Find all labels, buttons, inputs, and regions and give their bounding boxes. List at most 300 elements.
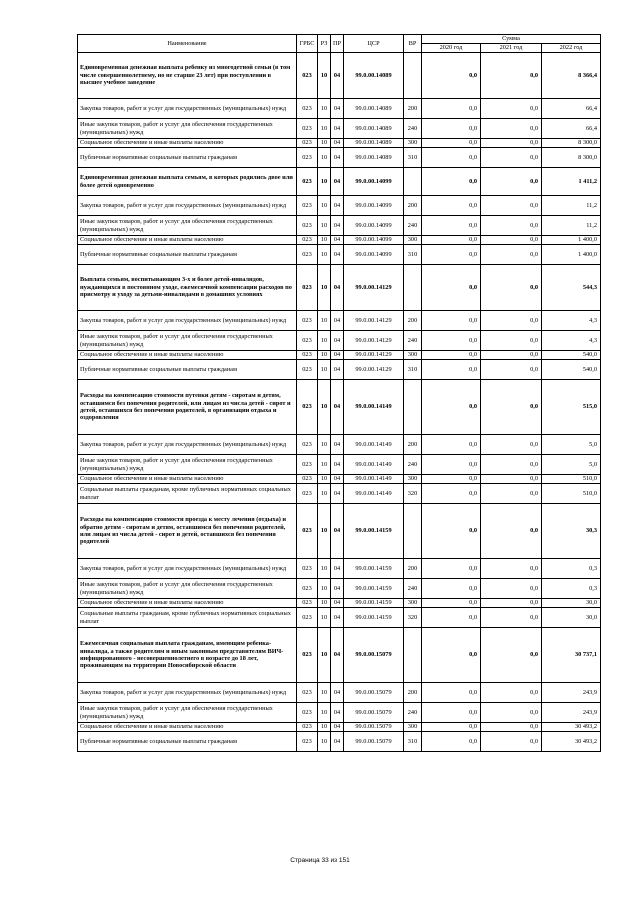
cell-y2022: 30 493,2 xyxy=(542,732,601,752)
cell-name: Закупка товаров, работ и услуг для государственных (муниципальных) нужд xyxy=(78,435,297,455)
cell-csr: 99.0.00.15079 xyxy=(344,723,404,732)
cell-name: Закупка товаров, работ и услуг для государственных (муниципальных) нужд xyxy=(78,311,297,331)
cell-csr: 99.0.00.14129 xyxy=(344,360,404,380)
table-row xyxy=(78,311,601,331)
cell-vr: 240 xyxy=(404,119,422,139)
cell-rz: 10 xyxy=(318,380,331,435)
cell-rz: 10 xyxy=(318,732,331,752)
cell-pr: 04 xyxy=(331,435,344,455)
cell-y2022: 544,3 xyxy=(542,265,601,311)
cell-name: Социальные выплаты гражданам, кроме публичных нормативных социальных выплат xyxy=(78,484,297,504)
table-row xyxy=(78,683,601,703)
header-pr: ПР xyxy=(331,35,344,53)
cell-y2021: 0,0 xyxy=(481,99,542,119)
cell-rz: 10 xyxy=(318,265,331,311)
cell-y2022: 30,3 xyxy=(542,504,601,559)
table-row xyxy=(78,196,601,216)
cell-pr: 04 xyxy=(331,351,344,360)
cell-grbs: 023 xyxy=(297,608,318,628)
cell-y2022: 30,0 xyxy=(542,599,601,608)
cell-rz: 10 xyxy=(318,723,331,732)
cell-y2021: 0,0 xyxy=(481,628,542,683)
cell-y2020: 0,0 xyxy=(422,475,481,484)
cell-y2021: 0,0 xyxy=(481,265,542,311)
cell-vr: 200 xyxy=(404,435,422,455)
cell-y2020: 0,0 xyxy=(422,599,481,608)
cell-pr: 04 xyxy=(331,475,344,484)
cell-y2022: 8 366,4 xyxy=(542,53,601,99)
table-row-section xyxy=(78,168,601,196)
cell-name: Публичные нормативные социальные выплаты гражданам xyxy=(78,360,297,380)
cell-y2022: 540,0 xyxy=(542,351,601,360)
cell-pr: 04 xyxy=(331,504,344,559)
cell-csr: 99.0.00.14149 xyxy=(344,484,404,504)
cell-pr: 04 xyxy=(331,484,344,504)
cell-csr: 99.0.00.14149 xyxy=(344,475,404,484)
cell-csr: 99.0.00.14089 xyxy=(344,139,404,148)
cell-grbs: 023 xyxy=(297,265,318,311)
cell-y2020: 0,0 xyxy=(422,579,481,599)
cell-rz: 10 xyxy=(318,683,331,703)
cell-rz: 10 xyxy=(318,455,331,475)
cell-csr: 99.0.00.15079 xyxy=(344,628,404,683)
cell-rz: 10 xyxy=(318,119,331,139)
cell-y2020: 0,0 xyxy=(422,435,481,455)
cell-rz: 10 xyxy=(318,311,331,331)
cell-y2022: 8 300,0 xyxy=(542,148,601,168)
cell-y2022: 0,3 xyxy=(542,559,601,579)
cell-csr: 99.0.00.14159 xyxy=(344,579,404,599)
cell-name: Расходы на компенсацию стоимости проезда к месту лечения (отдыха) и обратно детям - сиротам и детям, оставшимся без попечения родителей, или лицам из числа детей - сирот и детей, оставшихся без попечения родителей xyxy=(78,504,297,559)
cell-vr: 310 xyxy=(404,245,422,265)
table-row xyxy=(78,608,601,628)
cell-vr: 200 xyxy=(404,683,422,703)
cell-name: Социальное обеспечение и иные выплаты населению xyxy=(78,723,297,732)
cell-pr: 04 xyxy=(331,216,344,236)
cell-y2021: 0,0 xyxy=(481,504,542,559)
table-row xyxy=(78,703,601,723)
table-row xyxy=(78,119,601,139)
cell-grbs: 023 xyxy=(297,148,318,168)
cell-y2020: 0,0 xyxy=(422,683,481,703)
cell-y2021: 0,0 xyxy=(481,351,542,360)
cell-csr: 99.0.00.14089 xyxy=(344,148,404,168)
cell-vr xyxy=(404,504,422,559)
cell-y2021: 0,0 xyxy=(481,703,542,723)
cell-y2020: 0,0 xyxy=(422,53,481,99)
cell-y2022: 510,0 xyxy=(542,475,601,484)
cell-pr: 04 xyxy=(331,559,344,579)
cell-name: Социальное обеспечение и иные выплаты населению xyxy=(78,475,297,484)
table-row xyxy=(78,484,601,504)
table-row xyxy=(78,99,601,119)
cell-grbs: 023 xyxy=(297,119,318,139)
cell-rz: 10 xyxy=(318,628,331,683)
cell-y2020: 0,0 xyxy=(422,608,481,628)
cell-rz: 10 xyxy=(318,196,331,216)
cell-rz: 10 xyxy=(318,148,331,168)
cell-vr: 200 xyxy=(404,559,422,579)
cell-vr: 300 xyxy=(404,236,422,245)
cell-vr: 300 xyxy=(404,351,422,360)
cell-vr: 200 xyxy=(404,311,422,331)
cell-y2022: 66,4 xyxy=(542,119,601,139)
cell-y2020: 0,0 xyxy=(422,245,481,265)
header-sum: Сумма xyxy=(422,35,601,44)
cell-y2020: 0,0 xyxy=(422,148,481,168)
cell-pr: 04 xyxy=(331,360,344,380)
cell-vr: 300 xyxy=(404,139,422,148)
cell-y2021: 0,0 xyxy=(481,196,542,216)
cell-rz: 10 xyxy=(318,579,331,599)
cell-y2020: 0,0 xyxy=(422,119,481,139)
cell-pr: 04 xyxy=(331,236,344,245)
table-row xyxy=(78,351,601,360)
cell-csr: 99.0.00.14099 xyxy=(344,196,404,216)
cell-y2020: 0,0 xyxy=(422,723,481,732)
table-row xyxy=(78,435,601,455)
table-row xyxy=(78,148,601,168)
cell-vr: 200 xyxy=(404,196,422,216)
cell-y2020: 0,0 xyxy=(422,455,481,475)
cell-y2021: 0,0 xyxy=(481,475,542,484)
cell-grbs: 023 xyxy=(297,168,318,196)
cell-csr: 99.0.00.14089 xyxy=(344,99,404,119)
cell-pr: 04 xyxy=(331,608,344,628)
cell-name: Ежемесячная социальная выплата гражданам, имеющим ребенка-инвалида, а также родителям и иным законным представителям ВИЧ-инфицированного - несовершеннолетнего в возрасте до 18 лет, проживающим на территории Новосибирской области  xyxy=(78,628,297,683)
cell-y2022: 11,2 xyxy=(542,216,601,236)
cell-grbs: 023 xyxy=(297,53,318,99)
cell-y2020: 0,0 xyxy=(422,628,481,683)
cell-pr: 04 xyxy=(331,265,344,311)
cell-grbs: 023 xyxy=(297,351,318,360)
cell-grbs: 023 xyxy=(297,99,318,119)
cell-y2021: 0,0 xyxy=(481,484,542,504)
cell-y2021: 0,0 xyxy=(481,455,542,475)
cell-vr xyxy=(404,628,422,683)
cell-grbs: 023 xyxy=(297,559,318,579)
cell-y2020: 0,0 xyxy=(422,311,481,331)
cell-name: Закупка товаров, работ и услуг для государственных (муниципальных) нужд xyxy=(78,559,297,579)
cell-vr: 240 xyxy=(404,703,422,723)
cell-name: Социальное обеспечение и иные выплаты населению xyxy=(78,236,297,245)
cell-y2021: 0,0 xyxy=(481,148,542,168)
cell-rz: 10 xyxy=(318,99,331,119)
cell-y2022: 4,3 xyxy=(542,311,601,331)
cell-name: Закупка товаров, работ и услуг для государственных (муниципальных) нужд xyxy=(78,99,297,119)
cell-csr: 99.0.00.14149 xyxy=(344,435,404,455)
cell-vr: 310 xyxy=(404,360,422,380)
cell-y2022: 5,0 xyxy=(542,435,601,455)
cell-pr: 04 xyxy=(331,99,344,119)
cell-y2022: 30,0 xyxy=(542,608,601,628)
cell-y2020: 0,0 xyxy=(422,380,481,435)
cell-vr: 300 xyxy=(404,475,422,484)
cell-y2022: 30 493,2 xyxy=(542,723,601,732)
cell-y2020: 0,0 xyxy=(422,360,481,380)
cell-y2021: 0,0 xyxy=(481,435,542,455)
cell-pr: 04 xyxy=(331,579,344,599)
cell-vr: 240 xyxy=(404,331,422,351)
cell-grbs: 023 xyxy=(297,196,318,216)
cell-grbs: 023 xyxy=(297,331,318,351)
cell-grbs: 023 xyxy=(297,504,318,559)
table-body xyxy=(78,53,601,752)
cell-y2022: 1 411,2 xyxy=(542,168,601,196)
cell-y2021: 0,0 xyxy=(481,236,542,245)
cell-y2022: 510,0 xyxy=(542,484,601,504)
cell-csr: 99.0.00.14129 xyxy=(344,311,404,331)
cell-pr: 04 xyxy=(331,683,344,703)
cell-pr: 04 xyxy=(331,311,344,331)
cell-vr: 310 xyxy=(404,732,422,752)
table-row xyxy=(78,579,601,599)
cell-y2022: 4,3 xyxy=(542,331,601,351)
cell-y2020: 0,0 xyxy=(422,265,481,311)
header-2021: 2021 год xyxy=(481,44,542,53)
table-row xyxy=(78,455,601,475)
cell-grbs: 023 xyxy=(297,723,318,732)
cell-csr: 99.0.00.14089 xyxy=(344,119,404,139)
cell-name: Публичные нормативные социальные выплаты гражданам xyxy=(78,148,297,168)
cell-rz: 10 xyxy=(318,504,331,559)
cell-grbs: 023 xyxy=(297,216,318,236)
cell-name: Выплата семьям, воспитывающим 3-х и более детей-инвалидов, нуждающихся в постоянном уходе, ежемесячной компенсации расходов по присмотру и уходу за детьми-инвалидами в домашних условиях xyxy=(78,265,297,311)
cell-pr: 04 xyxy=(331,380,344,435)
table-row xyxy=(78,331,601,351)
cell-grbs: 023 xyxy=(297,455,318,475)
cell-name: Иные закупки товаров, работ и услуг для обеспечения государственных (муниципальных) нужд xyxy=(78,703,297,723)
table-row-section xyxy=(78,265,601,311)
table-row xyxy=(78,723,601,732)
cell-pr: 04 xyxy=(331,331,344,351)
cell-name: Расходы на компенсацию стоимости путевки детям - сиротам и детям, оставшимся без попечения родителей, или лицам из числа детей - сирот и детей, оставшихся без попечения родителей, в организации отдыха и оздоровления xyxy=(78,380,297,435)
cell-rz: 10 xyxy=(318,484,331,504)
cell-vr: 240 xyxy=(404,455,422,475)
cell-csr: 99.0.00.14149 xyxy=(344,455,404,475)
cell-y2021: 0,0 xyxy=(481,245,542,265)
cell-vr: 320 xyxy=(404,608,422,628)
cell-grbs: 023 xyxy=(297,236,318,245)
cell-csr: 99.0.00.14159 xyxy=(344,599,404,608)
cell-grbs: 023 xyxy=(297,139,318,148)
cell-rz: 10 xyxy=(318,559,331,579)
cell-y2021: 0,0 xyxy=(481,360,542,380)
cell-y2021: 0,0 xyxy=(481,311,542,331)
cell-vr: 300 xyxy=(404,599,422,608)
cell-y2020: 0,0 xyxy=(422,236,481,245)
cell-grbs: 023 xyxy=(297,732,318,752)
cell-rz: 10 xyxy=(318,245,331,265)
cell-name: Единовременная денежная выплата ребенку из многодетной семьи (в том числе совершеннолетнему, но не старше 23 лет) при поступлении в высшее учебное заведение xyxy=(78,53,297,99)
cell-csr: 99.0.00.14159 xyxy=(344,608,404,628)
cell-y2020: 0,0 xyxy=(422,703,481,723)
cell-rz: 10 xyxy=(318,331,331,351)
cell-y2022: 243,9 xyxy=(542,683,601,703)
table-row xyxy=(78,245,601,265)
cell-y2020: 0,0 xyxy=(422,351,481,360)
cell-name: Социальные выплаты гражданам, кроме публичных нормативных социальных выплат xyxy=(78,608,297,628)
cell-rz: 10 xyxy=(318,703,331,723)
cell-name: Иные закупки товаров, работ и услуг для обеспечения государственных (муниципальных) нужд xyxy=(78,455,297,475)
cell-pr: 04 xyxy=(331,599,344,608)
cell-y2020: 0,0 xyxy=(422,99,481,119)
cell-pr: 04 xyxy=(331,119,344,139)
cell-y2021: 0,0 xyxy=(481,559,542,579)
table-row xyxy=(78,216,601,236)
header-rz: РЗ xyxy=(318,35,331,53)
cell-name: Публичные нормативные социальные выплаты гражданам xyxy=(78,732,297,752)
cell-grbs: 023 xyxy=(297,599,318,608)
cell-y2020: 0,0 xyxy=(422,484,481,504)
cell-rz: 10 xyxy=(318,435,331,455)
cell-csr: 99.0.00.14159 xyxy=(344,559,404,579)
table-row xyxy=(78,475,601,484)
cell-rz: 10 xyxy=(318,608,331,628)
cell-csr: 99.0.00.15079 xyxy=(344,732,404,752)
cell-vr: 320 xyxy=(404,484,422,504)
table-row xyxy=(78,236,601,245)
cell-grbs: 023 xyxy=(297,475,318,484)
cell-pr: 04 xyxy=(331,196,344,216)
cell-pr: 04 xyxy=(331,732,344,752)
cell-pr: 04 xyxy=(331,168,344,196)
header-csr: ЦСР xyxy=(344,35,404,53)
table-row xyxy=(78,732,601,752)
cell-pr: 04 xyxy=(331,455,344,475)
table-row xyxy=(78,139,601,148)
cell-vr: 300 xyxy=(404,723,422,732)
cell-name: Публичные нормативные социальные выплаты гражданам xyxy=(78,245,297,265)
cell-y2021: 0,0 xyxy=(481,683,542,703)
header-grbs: ГРБС xyxy=(297,35,318,53)
cell-csr: 99.0.00.14099 xyxy=(344,168,404,196)
cell-y2022: 11,2 xyxy=(542,196,601,216)
cell-pr: 04 xyxy=(331,245,344,265)
cell-y2022: 1 400,0 xyxy=(542,236,601,245)
cell-name: Иные закупки товаров, работ и услуг для обеспечения государственных (муниципальных) нужд xyxy=(78,331,297,351)
cell-y2020: 0,0 xyxy=(422,216,481,236)
cell-csr: 99.0.00.14089 xyxy=(344,53,404,99)
cell-pr: 04 xyxy=(331,53,344,99)
cell-y2022: 540,0 xyxy=(542,360,601,380)
cell-csr: 99.0.00.15079 xyxy=(344,683,404,703)
cell-name: Закупка товаров, работ и услуг для государственных (муниципальных) нужд xyxy=(78,196,297,216)
cell-y2021: 0,0 xyxy=(481,599,542,608)
cell-csr: 99.0.00.14099 xyxy=(344,216,404,236)
cell-pr: 04 xyxy=(331,723,344,732)
cell-vr: 310 xyxy=(404,148,422,168)
cell-y2021: 0,0 xyxy=(481,732,542,752)
cell-vr: 240 xyxy=(404,216,422,236)
cell-y2022: 243,9 xyxy=(542,703,601,723)
cell-name: Единовременная денежная выплата семьям, в которых родились двое или более детей одновременно xyxy=(78,168,297,196)
cell-y2021: 0,0 xyxy=(481,139,542,148)
cell-y2022: 66,4 xyxy=(542,99,601,119)
cell-y2021: 0,0 xyxy=(481,579,542,599)
cell-csr: 99.0.00.14159 xyxy=(344,504,404,559)
cell-vr xyxy=(404,53,422,99)
cell-pr: 04 xyxy=(331,148,344,168)
cell-y2020: 0,0 xyxy=(422,504,481,559)
cell-vr xyxy=(404,265,422,311)
cell-y2021: 0,0 xyxy=(481,53,542,99)
cell-grbs: 023 xyxy=(297,683,318,703)
cell-y2021: 0,0 xyxy=(481,380,542,435)
table-row xyxy=(78,599,601,608)
table-row-section xyxy=(78,53,601,99)
cell-vr xyxy=(404,380,422,435)
cell-rz: 10 xyxy=(318,236,331,245)
cell-vr: 240 xyxy=(404,579,422,599)
cell-y2021: 0,0 xyxy=(481,331,542,351)
table-row xyxy=(78,559,601,579)
cell-rz: 10 xyxy=(318,168,331,196)
cell-csr: 99.0.00.14099 xyxy=(344,236,404,245)
cell-csr: 99.0.00.15079 xyxy=(344,703,404,723)
table-row-section xyxy=(78,380,601,435)
header-vr: ВР xyxy=(404,35,422,53)
cell-pr: 04 xyxy=(331,703,344,723)
cell-vr xyxy=(404,168,422,196)
cell-csr: 99.0.00.14149 xyxy=(344,380,404,435)
cell-y2022: 30 737,1 xyxy=(542,628,601,683)
cell-csr: 99.0.00.14099 xyxy=(344,245,404,265)
cell-y2021: 0,0 xyxy=(481,723,542,732)
cell-name: Социальное обеспечение и иные выплаты населению xyxy=(78,139,297,148)
cell-y2022: 515,0 xyxy=(542,380,601,435)
table-row-section xyxy=(78,504,601,559)
cell-y2021: 0,0 xyxy=(481,168,542,196)
header-2022: 2022 год xyxy=(542,44,601,53)
cell-name: Социальное обеспечение и иные выплаты населению xyxy=(78,351,297,360)
cell-y2020: 0,0 xyxy=(422,559,481,579)
cell-y2022: 1 400,0 xyxy=(542,245,601,265)
cell-y2021: 0,0 xyxy=(481,608,542,628)
cell-name: Социальное обеспечение и иные выплаты населению xyxy=(78,599,297,608)
cell-rz: 10 xyxy=(318,599,331,608)
cell-grbs: 023 xyxy=(297,360,318,380)
cell-pr: 04 xyxy=(331,139,344,148)
cell-csr: 99.0.00.14129 xyxy=(344,331,404,351)
budget-table xyxy=(77,34,601,752)
table-row xyxy=(78,360,601,380)
cell-csr: 99.0.00.14129 xyxy=(344,351,404,360)
cell-grbs: 023 xyxy=(297,245,318,265)
page-footer: Страница 33 из 151 xyxy=(290,857,350,864)
cell-name: Иные закупки товаров, работ и услуг для обеспечения государственных (муниципальных) нужд xyxy=(78,216,297,236)
cell-pr: 04 xyxy=(331,628,344,683)
cell-y2022: 5,0 xyxy=(542,455,601,475)
cell-csr: 99.0.00.14129 xyxy=(344,265,404,311)
header-2020: 2020 год xyxy=(422,44,481,53)
cell-grbs: 023 xyxy=(297,380,318,435)
cell-grbs: 023 xyxy=(297,628,318,683)
cell-grbs: 023 xyxy=(297,484,318,504)
cell-grbs: 023 xyxy=(297,435,318,455)
cell-rz: 10 xyxy=(318,216,331,236)
cell-y2021: 0,0 xyxy=(481,216,542,236)
cell-rz: 10 xyxy=(318,360,331,380)
cell-rz: 10 xyxy=(318,475,331,484)
cell-vr: 200 xyxy=(404,99,422,119)
cell-grbs: 023 xyxy=(297,703,318,723)
header-name: Наименование xyxy=(78,35,297,53)
cell-y2020: 0,0 xyxy=(422,168,481,196)
cell-grbs: 023 xyxy=(297,579,318,599)
cell-name: Закупка товаров, работ и услуг для государственных (муниципальных) нужд xyxy=(78,683,297,703)
cell-y2022: 0,3 xyxy=(542,579,601,599)
